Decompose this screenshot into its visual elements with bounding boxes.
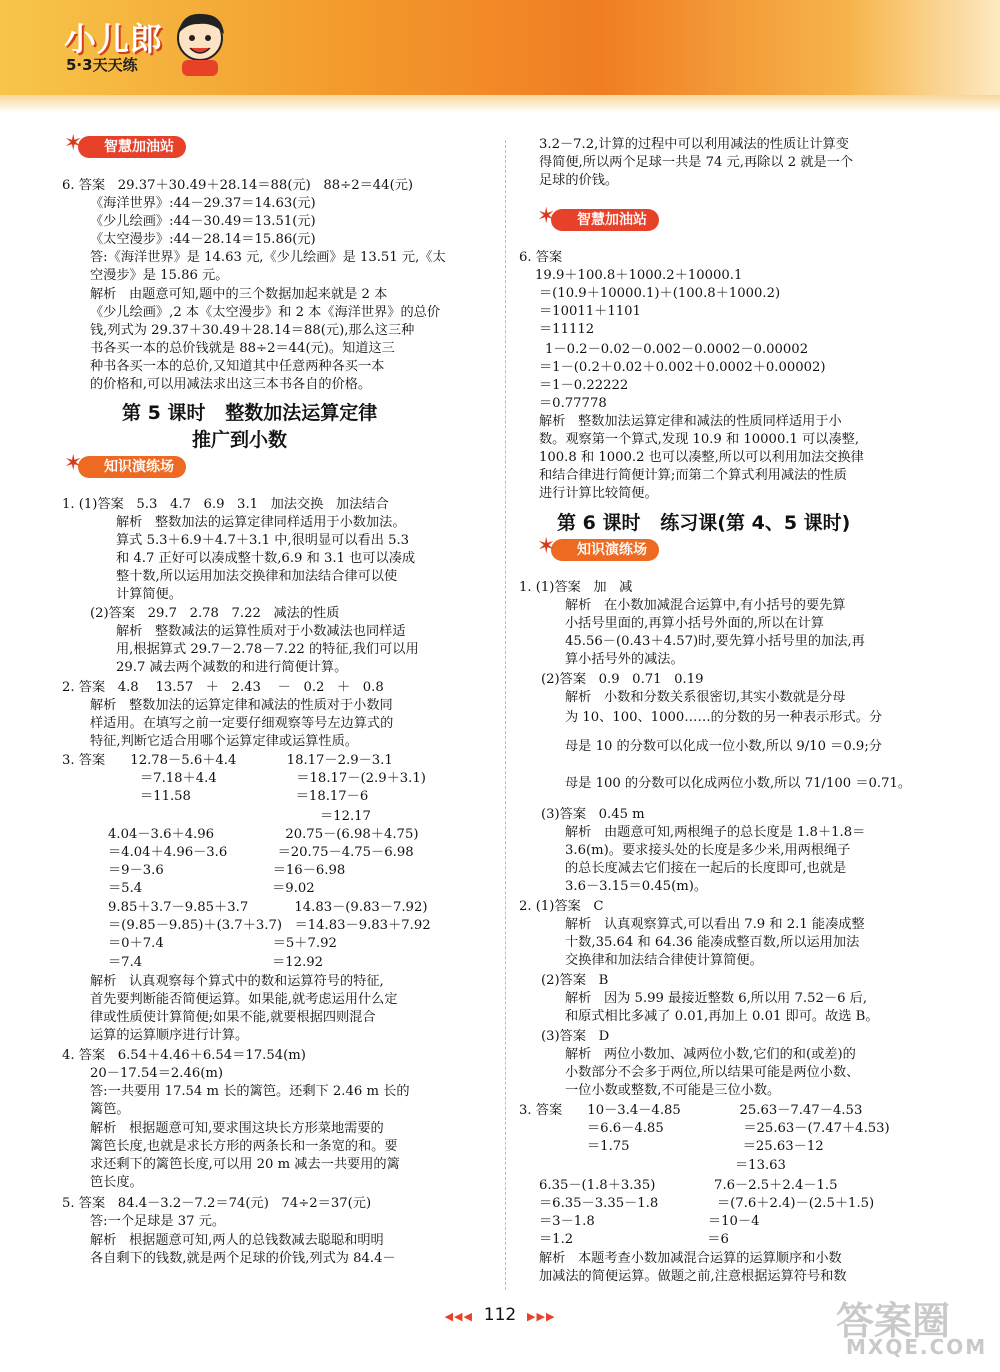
text-line: 解析 在小数加减混合运算中,有小括号的要先算 — [565, 598, 846, 613]
text-line: 算式 5.3＋6.9＋4.7＋3.1 中,很明显可以看出 5.3 — [116, 533, 410, 548]
text-line: 19.9＋100.8＋1000.2＋10000.1 — [535, 268, 743, 283]
text-line: ＝0.77778 — [539, 396, 607, 411]
text-line: 《海洋世界》:44－29.37＝14.63(元) — [90, 196, 316, 211]
text-line: ＝13.63 — [735, 1158, 786, 1173]
text-line: 笆长度。 — [90, 1175, 143, 1190]
section-tag-icon: ✶ — [537, 534, 556, 559]
text-line: 交换律和加法结合律使计算简便。 — [565, 953, 763, 968]
text-line: 一位小数或整数,不可能是三位小数。 — [565, 1083, 781, 1098]
text-line: 篱笆。 — [90, 1102, 130, 1117]
text-line: 答:《海洋世界》是 14.63 元,《少儿绘画》是 13.51 元,《太 — [90, 250, 446, 265]
text-line: ＝1－(0.2＋0.02＋0.002＋0.0002＋0.00002) — [539, 360, 826, 375]
text-line: 和 4.7 正好可以凑成整十数,6.9 和 3.1 也可以凑成 — [116, 551, 416, 566]
text-line: 3.6(m)。要求接头处的长度是多少米,用两根绳子 — [565, 843, 851, 858]
text-line: 加减法的简便运算。做题之前,注意根据运算符号和数 — [539, 1269, 847, 1284]
text-line: ＝12.17 — [320, 809, 371, 824]
section-tag — [64, 131, 186, 158]
text-line: 运算的运算顺序进行计算。 — [90, 1028, 249, 1043]
watermark-url: MXQE.COM — [846, 1335, 988, 1359]
text-line: (2)答案 29.7 2.78 7.22 减法的性质 — [90, 606, 340, 621]
text-line: 45.56－(0.43＋4.57)时,要先算小括号里的加法,再 — [565, 634, 865, 649]
text-line: 小括号里面的,再算小括号外面的,所以在计算 — [565, 616, 824, 631]
section-tag-icon: ✶ — [64, 451, 83, 476]
text-line: 解析 整数加法运算定律和减法的性质同样适用于小 — [539, 414, 842, 429]
text-line: 6. 答案 29.37＋30.49＋28.14＝88(元) 88÷2＝44(元) — [62, 178, 414, 193]
header-fade — [0, 95, 1000, 113]
text-line: ＝6.35－3.35－1.8 ＝(7.6＋2.4)－(2.5＋1.5) — [539, 1196, 875, 1211]
text-line: (2)答案 B — [541, 973, 609, 988]
text-line: 答:一个足球是 37 元。 — [90, 1214, 226, 1229]
text-line: 首先要判断能否简便运算。如果能,就考虑运用什么定 — [90, 992, 398, 1007]
text-line: ＝1.75 ＝25.63－12 — [587, 1139, 824, 1154]
text-line: 2. (1)答案 C — [519, 899, 604, 914]
text-line: (3)答案 0.45 m — [541, 807, 645, 822]
section-tag-label: 知识演练场 — [577, 542, 647, 558]
text-line: 母是 100 的分数可以化成两位小数,所以 71/100 ＝0.71。 — [565, 776, 912, 791]
text-line: ＝3－1.8 ＝10－4 — [539, 1214, 760, 1229]
text-line: 空漫步》是 15.86 元。 — [90, 268, 229, 283]
text-line: ＝9－3.6 ＝16－6.98 — [108, 863, 346, 878]
text-line: ＝(9.85－9.85)＋(3.7＋3.7) ＝14.83－9.83＋7.92 — [108, 918, 431, 933]
mascot-icon — [168, 8, 232, 78]
text-line: 解析 整数减法的运算性质对于小数减法也同样适 — [116, 624, 406, 639]
text-line: 解析 因为 5.99 最接近整数 6,所以用 7.52－6 后, — [565, 991, 868, 1006]
text-line: 的价格和,可以用减法求出这三本书各自的价格。 — [90, 377, 372, 392]
text-line: 篱笆长度,也就是求长方形的两条长和一条宽的和。要 — [90, 1139, 398, 1154]
text-line: 和原式相比多减了 0.01,再加上 0.01 即可。故选 B。 — [565, 1009, 879, 1024]
text-line: 3.2－7.2,计算的过程中可以利用减法的性质让计算变 — [539, 137, 849, 152]
text-line: 律或性质使计算简便;如果不能,就要根据四则混合 — [90, 1010, 376, 1025]
text-line: 足球的价钱。 — [539, 173, 619, 188]
text-line: 《太空漫步》:44－28.14＝15.86(元) — [90, 232, 316, 247]
text-line: ＝10011＋1101 — [539, 304, 641, 319]
lesson-title: 第 6 课时 练习课(第 4、5 课时) — [557, 512, 851, 534]
text-line: 得简便,所以两个足球一共是 74 元,再除以 2 就是一个 — [539, 155, 854, 170]
prev-arrows-icon: ◀◀◀ — [444, 1310, 473, 1323]
text-line: ＝0＋7.4 ＝5＋7.92 — [108, 936, 337, 951]
text-line: 钱,列式为 29.37＋30.49＋28.14＝88(元),那么这三种 — [90, 323, 415, 338]
section-tag — [537, 204, 659, 231]
text-line: 求还剩下的篱笆长度,可以用 20 m 减去一共要用的篱 — [90, 1157, 400, 1172]
text-line: 样适用。在填写之前一定要仔细观察等号左边算式的 — [90, 716, 394, 731]
text-line: 特征,判断它适合用哪个运算定律或运算性质。 — [90, 734, 358, 749]
text-line: 进行计算比较简便。 — [539, 486, 658, 501]
text-line: 6. 答案 — [519, 250, 563, 265]
section-tag — [64, 451, 186, 478]
text-line: 解析 整数加法的运算定律同样适用于小数加法。 — [116, 515, 406, 530]
text-line: 2. 答案 4.8 13.57 ＋ 2.43 － 0.2 ＋ 0.8 — [62, 680, 384, 695]
text-line: 解析 由题意可知,题中的三个数据加起来就是 2 本 — [90, 287, 388, 302]
text-line: 解析 两位小数加、减两位小数,它们的和(或差)的 — [565, 1047, 856, 1062]
text-line: 《少儿绘画》:44－30.49＝13.51(元) — [90, 214, 316, 229]
section-tag — [537, 534, 659, 561]
section-tag-label: 智慧加油站 — [104, 139, 174, 155]
text-line: 小数部分不会多于两位,所以结果可能是两位小数、 — [565, 1065, 860, 1080]
text-line: ＝7.4 ＝12.92 — [108, 955, 324, 970]
section-tag-icon: ✶ — [64, 131, 83, 156]
text-line: ＝6.6－4.85 ＝25.63－(7.47＋4.53) — [587, 1121, 890, 1136]
text-line: (2)答案 0.9 0.71 0.19 — [541, 672, 704, 687]
text-line: 解析 认真观察每个算式中的数和运算符号的特征, — [90, 974, 384, 989]
text-line: (3)答案 D — [541, 1029, 610, 1044]
text-line: ＝11112 — [539, 322, 595, 337]
column-divider — [505, 140, 506, 1290]
text-line: 解析 根据题意可知,要求围这块长方形菜地需要的 — [90, 1121, 384, 1136]
text-line: 种书各买一本的总价,又知道其中任意两种各买一本 — [90, 359, 385, 374]
text-line: 为 10、100、1000……的分数的另一种表示形式。分 — [565, 710, 883, 725]
text-line: 计算简便。 — [116, 587, 182, 602]
text-line: 的总长度减去它们接在一起后的长度即可,也就是 — [565, 861, 847, 876]
text-line: 3. 答案 12.78－5.6＋4.4 18.17－2.9－3.1 — [62, 753, 393, 768]
next-arrows-icon: ▶▶▶ — [527, 1310, 556, 1323]
text-line: 9.85＋3.7－9.85＋3.7 14.83－(9.83－7.92) — [108, 900, 428, 915]
text-line: ＝11.58 ＝18.17－6 — [140, 789, 369, 804]
lesson-title: 第 5 课时 整数加法运算定律 — [122, 402, 378, 424]
text-line: 算小括号外的减法。 — [565, 652, 684, 667]
text-line: 29.7 减去两个减数的和进行简便计算。 — [116, 660, 348, 675]
text-line: 4.04－3.6＋4.96 20.75－(6.98＋4.75) — [108, 827, 419, 842]
text-line: ＝1.2 ＝6 — [539, 1232, 729, 1247]
text-line: 解析 认真观察算式,可以看出 7.9 和 2.1 能凑成整 — [565, 917, 865, 932]
text-line: 解析 小数和分数关系很密切,其实小数就是分母 — [565, 690, 846, 705]
brand-title: 小儿郎 — [64, 20, 164, 58]
text-line: 和结合律进行简便计算;而第二个算式利用减法的性质 — [539, 468, 847, 483]
text-line: 书各买一本的总价钱就是 88÷2＝44(元)。知道这三 — [90, 341, 395, 356]
page-number-text: 112 — [483, 1305, 517, 1325]
text-line: ＝1－0.22222 — [539, 378, 629, 393]
text-line: 解析 本题考查小数加减混合运算的运算顺序和小数 — [539, 1251, 842, 1266]
section-tag-label: 智慧加油站 — [577, 212, 647, 228]
text-line: 解析 整数加法的运算定律和减法的性质对于小数同 — [90, 698, 393, 713]
text-line: 5. 答案 84.4－3.2－7.2＝74(元) 74÷2＝37(元) — [62, 1196, 372, 1211]
section-tag-label: 知识演练场 — [104, 459, 174, 475]
text-line: ＝4.04＋4.96－3.6 ＝20.75－4.75－6.98 — [108, 845, 414, 860]
watermark: 答案圈 — [836, 1299, 951, 1343]
text-line: 1. (1)答案 加 减 — [519, 580, 633, 595]
brand-subtitle: 5·3天天练 — [66, 56, 138, 74]
text-line: 十数,35.64 和 64.36 能凑成整百数,所以运用加法 — [565, 935, 860, 950]
text-line: 3. 答案 10－3.4－4.85 25.63－7.47－4.53 — [519, 1103, 863, 1118]
text-line: 整十数,所以运用加法交换律和加法结合律可以使 — [116, 569, 398, 584]
text-line: ＝5.4 ＝9.02 — [108, 881, 315, 896]
text-line: 6.35－(1.8＋3.35) 7.6－2.5＋2.4－1.5 — [539, 1178, 838, 1193]
text-line: 答:一共要用 17.54 m 长的篱笆。还剩下 2.46 m 长的 — [90, 1084, 410, 1099]
text-line: 1－0.2－0.02－0.002－0.0002－0.00002 — [545, 342, 809, 357]
text-line: 各自剩下的钱数,就是两个足球的价钱,列式为 84.4－ — [90, 1251, 396, 1266]
text-line: 用,根据算式 29.7－2.78－7.22 的特征,我们可以用 — [116, 642, 419, 657]
text-line: 20－17.54＝2.46(m) — [90, 1066, 224, 1081]
text-line: 解析 由题意可知,两根绳子的总长度是 1.8＋1.8＝ — [565, 825, 866, 840]
text-line: 100.8 和 1000.2 也可以凑整,所以可以利用加法交换律 — [539, 450, 864, 465]
text-line: 4. 答案 6.54＋4.46＋6.54＝17.54(m) — [62, 1048, 306, 1063]
text-line: 解析 根据题意可知,两人的总钱数减去聪聪和明明 — [90, 1233, 384, 1248]
text-line: 《少儿绘画》,2 本《太空漫步》和 2 本《海洋世界》的总价 — [90, 305, 441, 320]
text-line: 数。观察第一个算式,发现 10.9 和 10000.1 可以凑整, — [539, 432, 860, 447]
lesson-title: 推广到小数 — [192, 429, 288, 451]
text-line: 母是 10 的分数可以化成一位小数,所以 9/10 ＝0.9;分 — [565, 739, 882, 754]
text-line: ＝(10.9＋10000.1)＋(100.8＋1000.2) — [539, 286, 781, 301]
text-line: 3.6－3.15＝0.45(m)。 — [565, 879, 708, 894]
section-tag-icon: ✶ — [537, 204, 556, 229]
text-line: 1. (1)答案 5.3 4.7 6.9 3.1 加法交换 加法结合 — [62, 497, 389, 512]
text-line: ＝7.18＋4.4 ＝18.17－(2.9＋3.1) — [140, 771, 426, 786]
